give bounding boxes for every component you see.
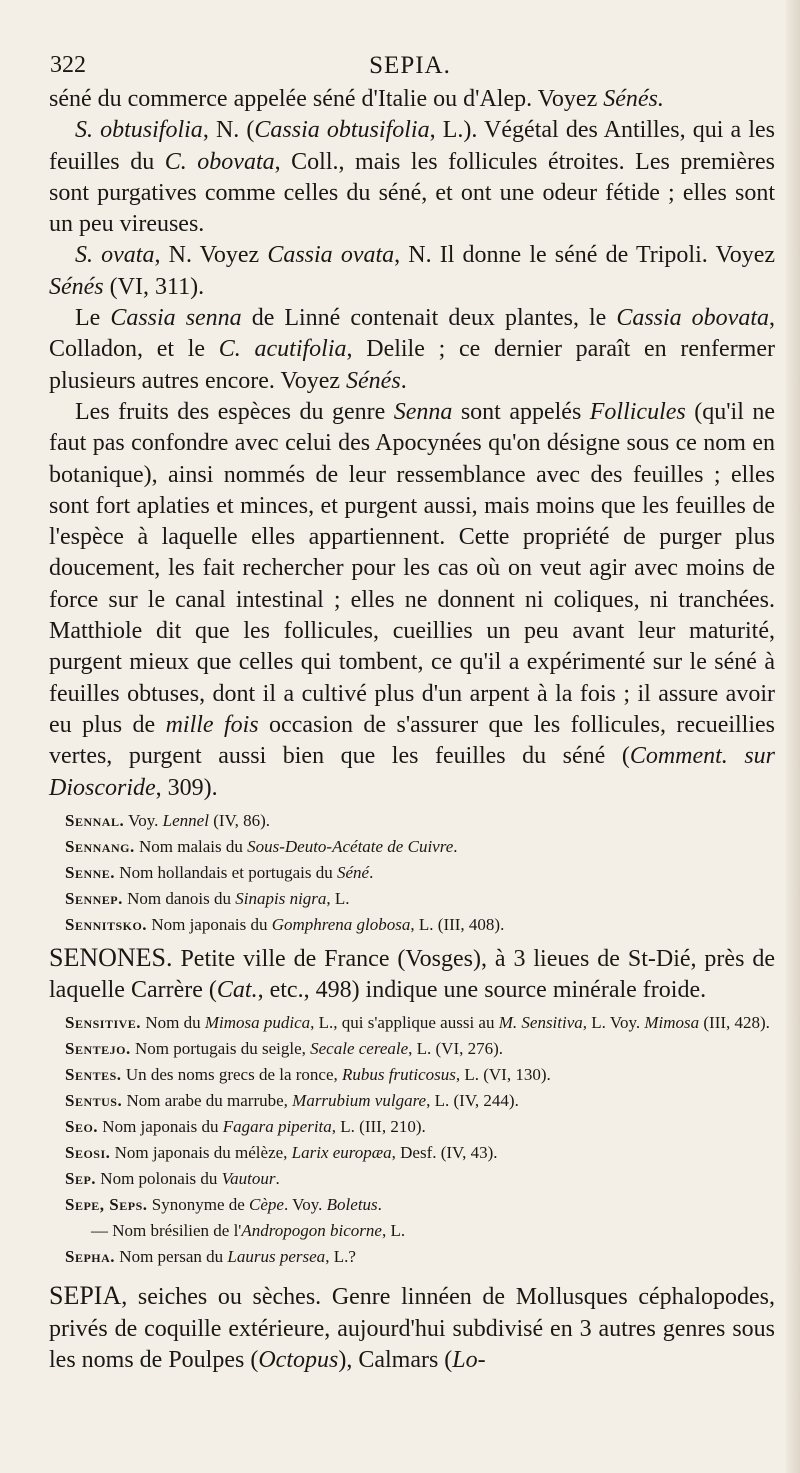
- running-head: SEPIA.: [369, 52, 451, 79]
- entry-sennitsko: Sennitsko. Nom japonais du Gomphrena globosa, L. (III, 408).: [65, 914, 505, 934]
- entry-ovata: S. ovata, N. Voyez Cassia ovata, N. Il donne le séné de Tripoli. Voyez Sénés (VI, 311).: [49, 242, 776, 300]
- entry-sennep: Sennep. Nom danois du Sinapis nigra, L.: [65, 888, 350, 908]
- entry-seo: Seo. Nom japonais du Fagara piperita, L. (III, 210).: [65, 1117, 426, 1137]
- page-header: [50, 52, 770, 86]
- entry-senne: Senne. Nom hollandais et portugais du Séné.: [65, 862, 374, 882]
- entry-sentus: Sentus. Nom arabe du marrube, Marrubium vulgare, L. (IV, 244).: [65, 1091, 519, 1111]
- entry-senones: SENONES. Petite ville de France (Vosges), à 3 lieues de St-Dié, près de laquelle Carrère (Cat., etc., 498) indique une source minérale froide.: [49, 942, 775, 1004]
- entry-sentejo: Sentejo. Nom portugais du seigle, Secale cereale, L. (VI, 276).: [65, 1039, 504, 1059]
- entry-sennal: Sennal. Voy. Lennel (IV, 86).: [65, 810, 271, 830]
- entry-sepia: SEPIA, seiches ou sèches. Genre linnéen de Mollusques céphalopodes, privés de coquille extérieure, aujourd'hui subdivisé en 3 autres genres sous les noms de Poulpes (Octopus), Calmars (Lo-: [49, 1281, 775, 1374]
- entry-seosi: Seosi. Nom japonais du mélèze, Larix europæa, Desf. (IV, 43).: [65, 1143, 498, 1163]
- entry-sensitive: Sensitive. Nom du Mimosa pudica, L., qui s'applique aussi au M. Sensitiva, L. Voy. Mimosa (III, 428).: [65, 1013, 770, 1033]
- entry-sennang: Sennang. Nom malais du Sous-Deuto-Acétate de Cuivre.: [65, 836, 458, 856]
- page-body: [49, 84, 775, 1376]
- entry-sepha: Sepha. Nom persan du Laurus persea, L.?: [65, 1247, 356, 1267]
- small-entries-2: [49, 1010, 775, 1270]
- paragraph-follicules: Les fruits des espèces du genre Senna sont appelés Follicules (qu'il ne faut pas confondre avec celui des Apocynées qu'on désigne sous ce nom en botanique), ainsi nommés de leur ressemblance avec des feuilles ; elles sont fort aplaties et minces, et purgent aussi, mais moins que les feuilles de l'espèce à laquelle elles appartiennent. Cette propriété de purger plus doucement, les fait rechercher pour les cas où on veut agir avec moins de force sur le canal intestinal ; elles ne donnent ni coliques, ni tranchées. Matthiole dit que les follicules, cueillies un peu avant leur maturité, purgent mieux que celles qui tombent, ce qu'il a expérimenté sur le séné à feuilles obtuses, dont il a cultivé plus d'un arpent à la fois ; il assure avoir eu plus de mille fois occasion de s'assurer que les follicules, recueillies vertes, purgent aussi bien que les feuilles du séné (Comment. sur Dioscoride, 309).: [49, 398, 776, 801]
- page-edge-shadow: [786, 0, 800, 1473]
- page-number: 322: [50, 52, 86, 78]
- entry-sepe-bresilien: — Nom brésilien de l'Andropogon bicorne, L.: [91, 1221, 406, 1241]
- paragraph-cassia-senna: Le Cassia senna de Linné contenait deux plantes, le Cassia obovata, Colladon, et le C. acutifolia, Delile ; ce dernier paraît en renfermer plusieurs autres encore. Voyez Sénés.: [49, 305, 775, 394]
- paragraph-continuation: séné du commerce appelée séné d'Italie ou d'Alep. Voyez Sénés.: [49, 86, 664, 112]
- entry-sep: Sep. Nom polonais du Vautour.: [65, 1169, 280, 1189]
- small-entries-1: [49, 808, 775, 938]
- entry-sepe: Sepe, Seps. Synonyme de Cèpe. Voy. Boletus.: [65, 1195, 382, 1215]
- entry-sentes: Sentes. Un des noms grecs de la ronce, Rubus fruticosus, L. (VI, 130).: [65, 1065, 551, 1085]
- entry-obtusifolia: S. obtusifolia, N. (Cassia obtusifolia, L.). Végétal des Antilles, qui a les feuilles du C. obovata, Coll., mais les follicules étroites. Les premières sont purgatives comme celles du séné, et ont une odeur fétide ; elles sont un peu vireuses.: [49, 117, 775, 238]
